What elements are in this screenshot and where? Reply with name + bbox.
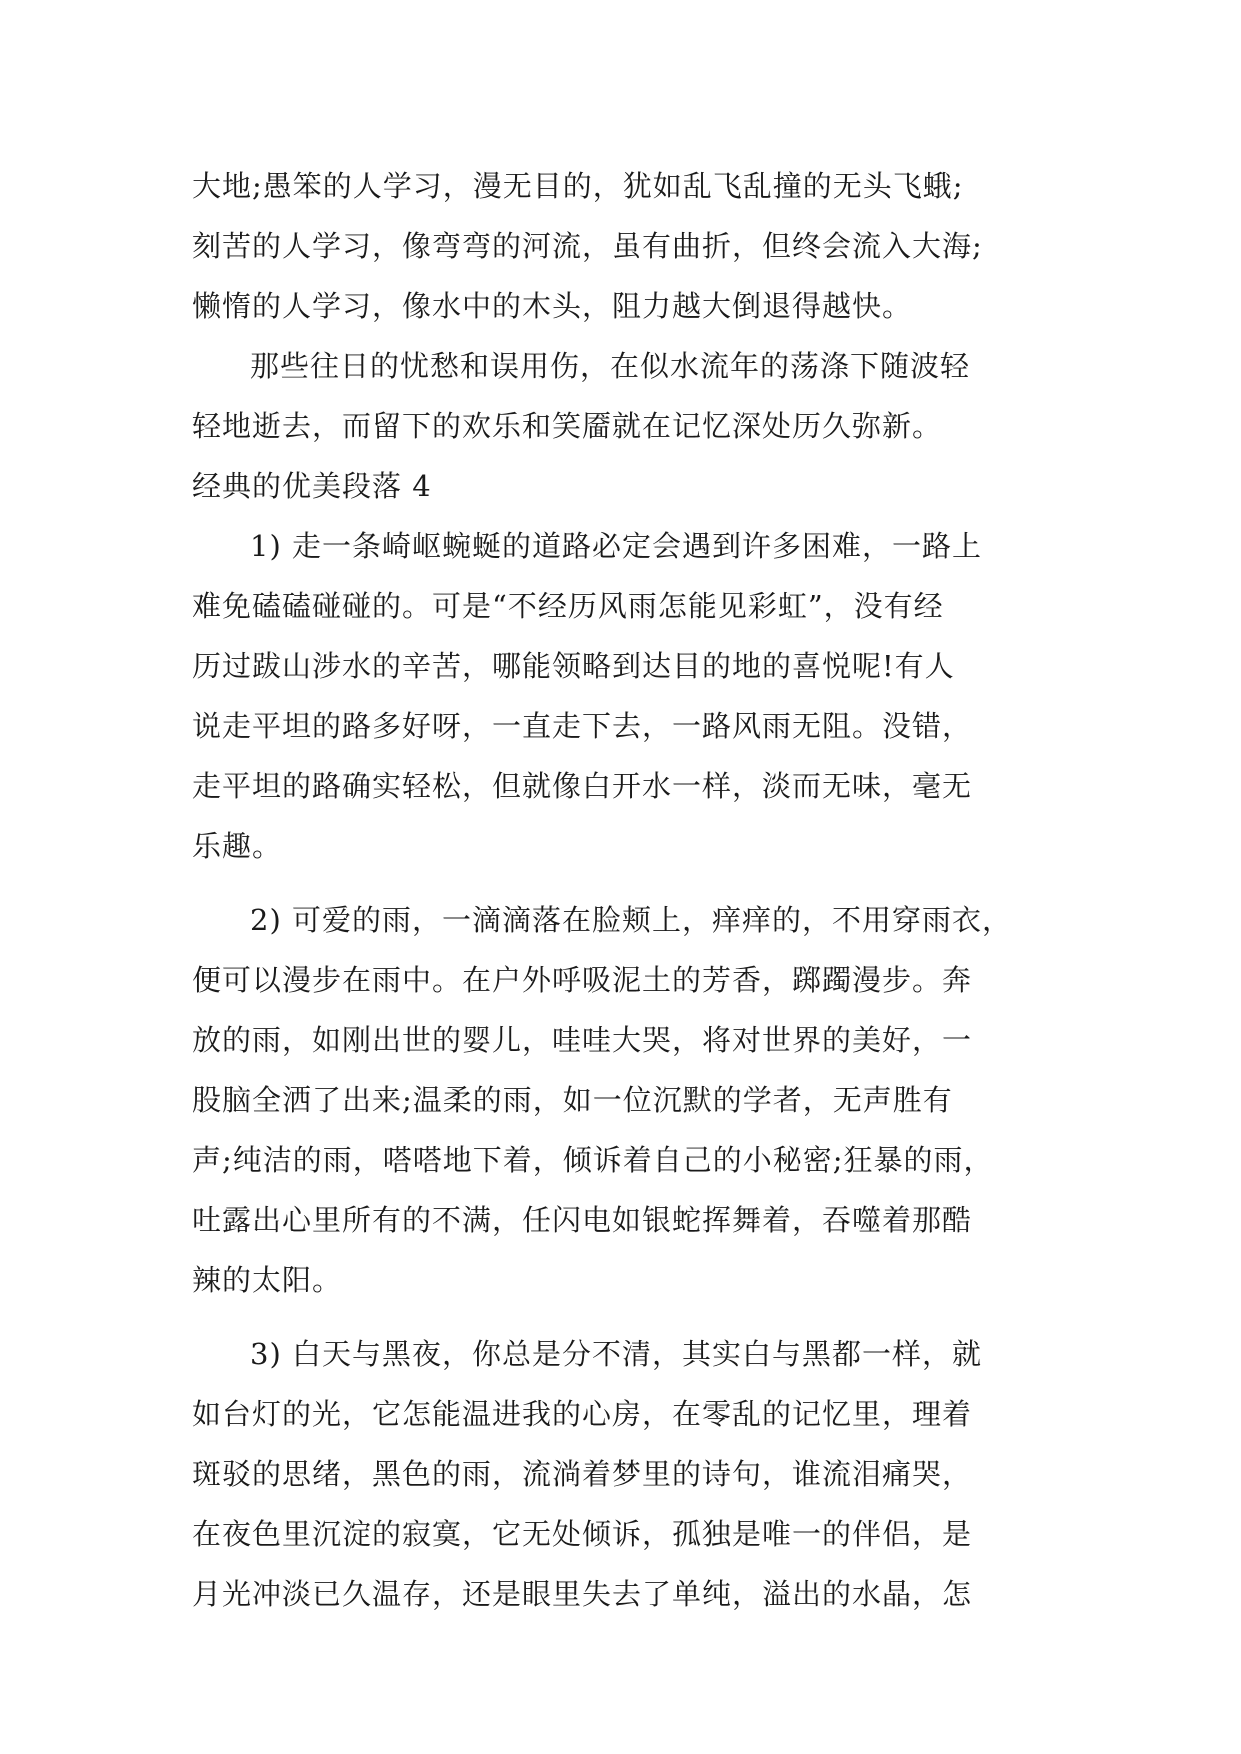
text-line: 在夜色里沉淀的寂寞，它无处倾诉，孤独是唯一的伴侣，是 [192, 1517, 973, 1551]
text-line: 声;纯洁的雨，嗒嗒地下着，倾诉着自己的小秘密;狂暴的雨， [192, 1143, 994, 1177]
paragraph-item-1 [192, 516, 1054, 876]
text-line: 懒惰的人学习，像水中的木头，阻力越大倒退得越快。 [192, 289, 913, 323]
text-line: 乐趣。 [192, 829, 283, 863]
text-line: 如台灯的光，它怎能温进我的心房，在零乱的记忆里，理着 [192, 1397, 973, 1431]
heading-text: 经典的优美段落 4 [192, 469, 432, 503]
text-line: 刻苦的人学习，像弯弯的河流，虽有曲折，但终会流入大海; [192, 229, 983, 263]
section-heading [192, 456, 1054, 516]
text-line: 月光冲淡已久温存，还是眼里失去了单纯，溢出的水晶，怎 [192, 1577, 973, 1611]
text-line: 走平坦的路确实轻松，但就像白开水一样，淡而无味，毫无 [192, 769, 973, 803]
paragraph-item-3 [192, 1324, 1054, 1624]
text-line: 说走平坦的路多好呀，一直走下去，一路风雨无阻。没错， [192, 709, 973, 743]
text-line: 放的雨，如刚出世的婴儿，哇哇大哭，将对世界的美好，一 [192, 1023, 973, 1057]
text-line: 难免磕磕碰碰的。可是“不经历风雨怎能见彩虹”，没有经 [192, 589, 944, 623]
text-line: 吐露出心里所有的不满，任闪电如银蛇挥舞着，吞噬着那酷 [192, 1203, 973, 1237]
paragraph-memories [192, 336, 1054, 456]
text-line: 大地;愚笨的人学习，漫无目的，犹如乱飞乱撞的无头飞蛾; [192, 169, 964, 203]
text-line: 斑驳的思绪，黑色的雨，流淌着梦里的诗句，谁流泪痛哭， [192, 1457, 973, 1491]
paragraph-item-2 [192, 890, 1054, 1310]
text-line: 那些往日的忧愁和误用伤，在似水流年的荡涤下随波轻 [250, 349, 971, 383]
text-line: 股脑全洒了出来;温柔的雨，如一位沉默的学者，无声胜有 [192, 1083, 953, 1117]
text-line: 历过跋山涉水的辛苦，哪能领略到达目的地的喜悦呢!有人 [192, 649, 955, 683]
text-line: 1) 走一条崎岖蜿蜒的道路必定会遇到许多困难，一路上 [250, 529, 982, 563]
paragraph-learning-metaphors [192, 156, 1054, 336]
text-line: 便可以漫步在雨中。在户外呼吸泥土的芳香，踯躅漫步。奔 [192, 963, 973, 997]
text-line: 3) 白天与黑夜，你总是分不清，其实白与黑都一样，就 [250, 1337, 982, 1371]
text-line: 2) 可爱的雨，一滴滴落在脸颊上，痒痒的，不用穿雨衣， [250, 903, 1012, 937]
text-line: 辣的太阳。 [192, 1263, 343, 1297]
text-line: 轻地逝去，而留下的欢乐和笑靥就在记忆深处历久弥新。 [192, 409, 943, 443]
document-body [192, 156, 1054, 1624]
